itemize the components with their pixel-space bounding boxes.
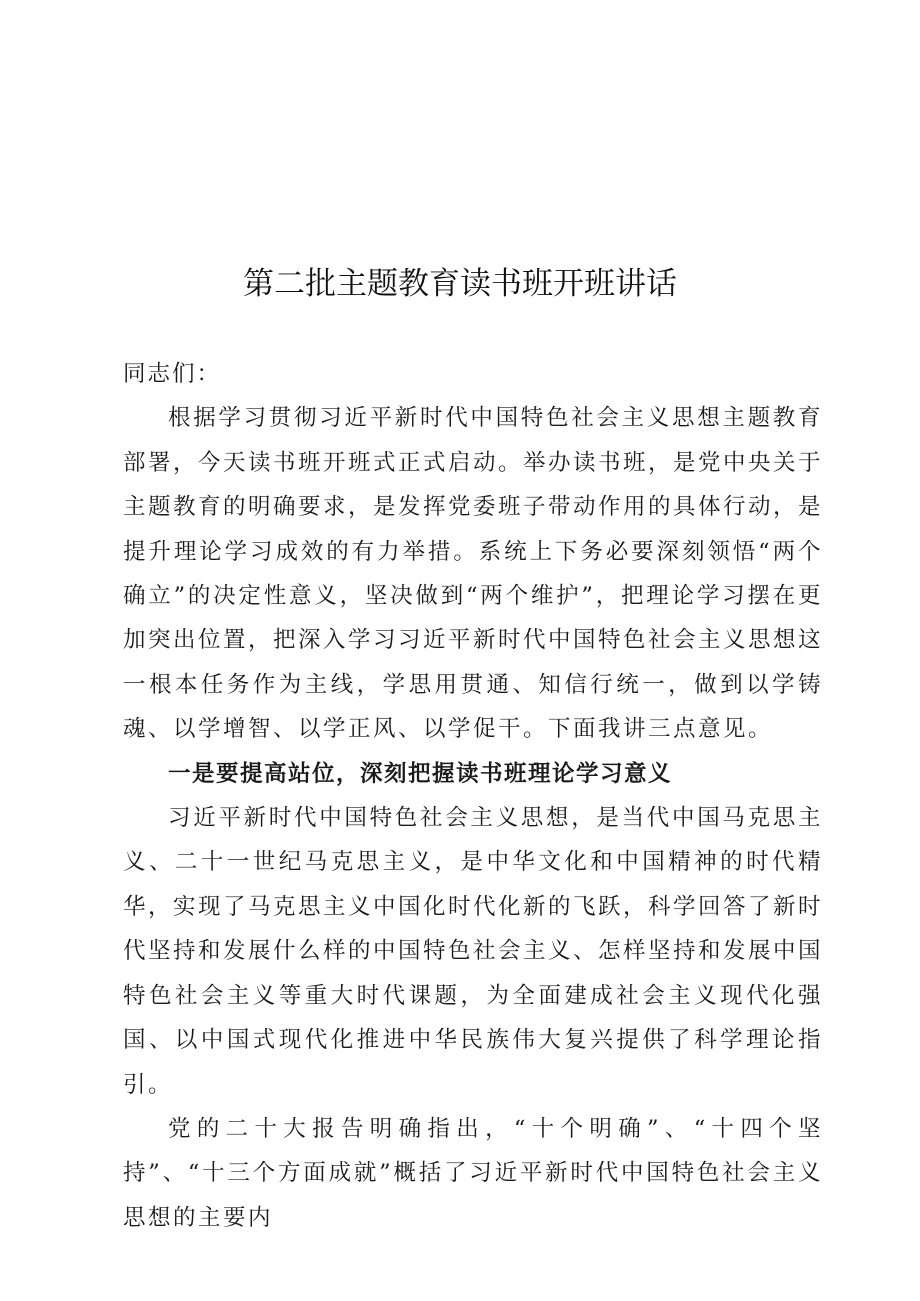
- document-title: 第二批主题教育读书班开班讲话: [243, 266, 677, 302]
- section-heading-1: 一是要提高站位，深刻把握读书班理论学习意义: [168, 760, 673, 787]
- paragraph-report: 党的二十大报告明确指出，“十个明确”、“十四个坚持”、“十三个方面成就”概括了习近平新时代中国特色社会主义思想的主要内: [123, 1115, 823, 1231]
- paragraph-thought: 习近平新时代中国特色社会主义思想，是当代中国马克思主义、二十一世纪马克思主义，是中华文化和中国精神的时代精华，实现了马克思主义中国化时代化新的飞跃，科学回答了新时代坚持和发展什么样的中国特色社会主义、怎样坚持和发展中国特色社会主义等重大时代课题，为全面建成社会主义现代化强国、以中国式现代化推进中华民族伟大复兴提供了科学理论指引。: [123, 805, 824, 1098]
- salutation: 同志们：: [123, 361, 222, 387]
- document-body: [123, 352, 823, 1240]
- paragraph-intro: 根据学习贯彻习近平新时代中国特色社会主义思想主题教育部署，今天读书班开班式正式启动。举办读书班，是党中央关于主题教育的明确要求，是发挥党委班子带动作用的具体行动，是提升理论学习成效的有力举措。系统上下务必要深刻领悟“两个确立”的决定性意义，坚决做到“两个维护”，把理论学习摆在更加突出位置，把深入学习习近平新时代中国特色社会主义思想这一根本任务作为主线，学思用贯通、知信行统一，做到以学铸魂、以学增智、以学正风、以学促干。下面我讲三点意见。: [123, 405, 824, 743]
